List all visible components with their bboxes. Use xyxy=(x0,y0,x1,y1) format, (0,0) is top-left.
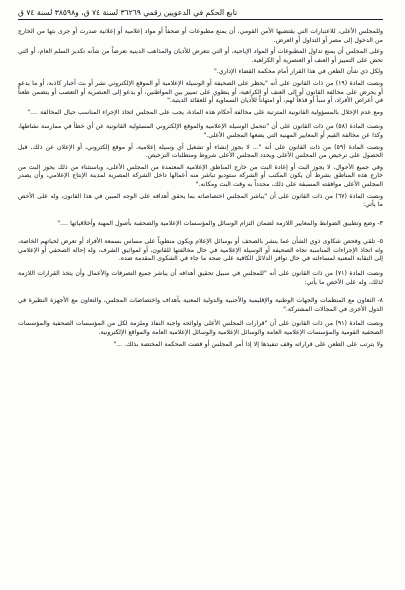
paragraph: ولكل ذي شأن الطعن في هذا القرار أمام محكمة القضاء الإداري." xyxy=(213,68,383,76)
paragraph: ونصت المادة (٥٩) من ذات القانون على أنه "... لا يجوز إنشاء أو تشغيل أي وسيلة إعلامية، أو موقع إلكتروني، أو الإعلان عن ذلك، قبل الحصول على ترخيص من المجلس الأعلى ويحدد المجلس الأعلى شروط ومتطلبات الترخيص. xyxy=(18,143,383,160)
document-header: تابع الحكم في الدعويين رقمي ٣٦٢٦٩ لسنة ٧٤ ق، و٣٨٥٩٨ لسنة ٧٤ ق xyxy=(18,8,238,17)
paragraph: ولا يترتب على الطعن على قراراته وقف تنفيذها إلا إذا أمر المجلس أو قضت المحكمة المختصة بذلك. ..." xyxy=(113,340,383,348)
paragraph: ونصت المادة (٧١) من ذات القانون على أنه "للمجلس في سبيل تحقيق أهدافه أن يباشر جميع التصرفات والأعمال وأن يتخذ القرارات اللازمة لذلك، وله على الأخص ما يأتي: xyxy=(18,270,383,286)
paragraph: ونصت المادة (٩١) من ذات القانون على أن "قرارات المجلس الأعلى ولوائحه واجبة النفاذ وملزمة لكل من المؤسسات الصحفية والمؤسسات الصحفية القومية والمؤسسات الإعلامية العامة والوسائل الإعلامية والوسائل الإعلامية العامة والمواقع الإلكترونية. xyxy=(18,320,383,337)
header-rule xyxy=(18,19,383,20)
paragraph: وفي جميع الأحوال، لا يجوز البث أو إعادة البث من خارج المناطق الإعلامية المعتمدة من المجلس الأعلى، وباستثناء من ذلك يجوز البث من خارج هذه المناطق بشرط أن يكون المكتب أو الشركة ستوديو تباشر منه أعمالها داخل الشركة المصرية لمدينة الإنتاج الإعلامي، وأن يصدر المجلس الأعلى موافقته المسبقة على ذلك، محدداً به وقت البث ومكانه." xyxy=(18,163,383,188)
paragraph: ٨- التعاون مع المنظمات والجهات الوطنية والإقليمية والأجنبية والدولية المعنية بأهداف واختصاصات المجلس، والتعاون مع الأجهزة النظيرة في الدول الأخرى في المجالات المشتركة." xyxy=(18,297,383,313)
paragraph: ومع عدم الإخلال بالمسؤولية القانونية المترتبة على مخالفة أحكام هذه المادة، يجب على المجلس اتخاذ الإجراء المناسب حيال المخالفة ...." xyxy=(27,108,383,116)
paragraph: ٥- تلقي وفحص شكاوى ذوي الشأن عما ينشر بالصحف أو بوسائل الإعلام ويكون منطوياً على مساس بسمعة الأفراد أو تعرض لحياتهم الخاصة، وله اتخاذ الإجراءات المناسبة تجاه الصحيفة أو الوسيلة الإعلامية في حال مخالفتها للقانون، أو لمواثيق الشرف، وله إحالة الصحفي أو الإعلامي إلى النقابة المعنية لمساءلته في حال توافر الدلائل الكافية على صحة ما جاء في الشكوى المقدمة ضده. xyxy=(18,238,383,263)
paragraph: وللمجلس الأعلى، للاعتبارات التي يقتضيها الأمن القومي، أن يمنع مطبوعات أو صحفاً أو مواد إعلامية أو إعلانية صدرت أو جرى بثها من الخارج من الدخول إلى مصر أو التداول أو العرض. xyxy=(18,28,383,44)
paragraph: ونصت المادة (١٩) من ذات القانون على أنه "يحظر على الصحيفة أو الوسيلة الإعلامية أو الموقع الإلكتروني نشر أو بث أخبار كاذبة، أو ما يدعو أو يحرض على مخالفة القانون أو إلى العنف أو الكراهية، أو ينطوي على تمييز بين المواطنين، أو يدعو إلى العنصرية أو التعصب أو يتضمن طعناً في أعراض الأفراد، أو سباً أو قذفاً لهم، أو امتهاناً للأديان السماوية أو للعقائد الدينية." xyxy=(18,79,383,105)
paragraph: ٣- وضع وتطبيق الضوابط والمعايير اللازمة لضمان التزام الوسائل والمؤسسات الإعلامية والصحفية بأصول المهنة وأخلاقياتها ...." xyxy=(57,219,383,227)
paragraph: وعلى المجلس أن يمنع تداول المطبوعات أو المواد الإباحية، أو التي تتعرض للأديان والمذاهب الدينية تعرضاً من شأنه تكدير السلم العام، أو التي تحض على التمييز أو العنف أو العنصرية أو الكراهية. xyxy=(18,48,383,64)
paragraph: ونصت المادة (٦٧) من ذات القانون على أن "يباشر المجلس اختصاصاته بما يحقق أهدافه على الوجه المبين في هذا القانون، وله على الأخص ما يأتي: xyxy=(18,192,383,209)
paragraph: ونصت المادة (٥٨) من ذات القانون على أن "تتحمل الوسيلة الإعلامية والموقع الإلكتروني المسئولية القانونية عن أي خطأ في ممارسة نشاطها، وكذا عن مخالفة القيم أو المعايير المهنية التي يضعها المجلس الأعلى." xyxy=(18,123,383,139)
